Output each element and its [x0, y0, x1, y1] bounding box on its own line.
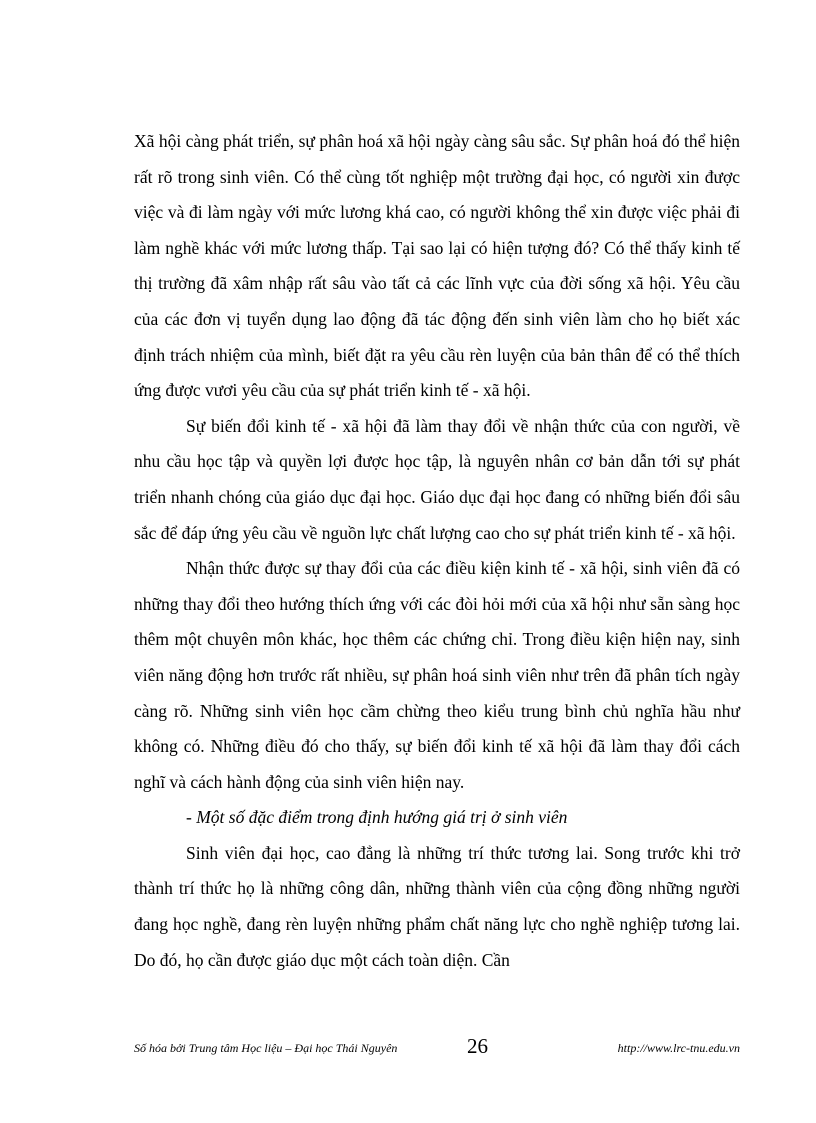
footer-source: Số hóa bởi Trung tâm Học liệu – Đại học Thái Nguyên — [134, 1041, 398, 1055]
page-body — [134, 124, 740, 978]
paragraph-future-intellectuals: Sinh viên đại học, cao đẳng là những trí thức tương lai. Song trước khi trở thành trí thức họ là những công dân, những thành viên của cộng đồng những người đang học nghề, đang rèn luyện những phẩm chất năng lực cho nghề nghiệp tương lai. Do đó, họ cần được giáo dục một cách toàn diện. Cần — [134, 842, 740, 970]
footer-url: http://www.lrc-tnu.edu.vn — [617, 1041, 740, 1055]
section-subheading: - Một số đặc điểm trong định hướng giá trị ở sinh viên — [186, 807, 568, 828]
page-number: 26 — [467, 1034, 488, 1058]
paragraph-student-adaptation: Nhận thức được sự thay đổi của các điều kiện kinh tế - xã hội, sinh viên đã có những thay đổi theo hướng thích ứng với các đòi hỏi mới của xã hội như sẵn sàng học thêm một chuyên môn khác, học thêm các chứng chỉ. Trong điều kiện hiện nay, sinh viên năng động hơn trước rất nhiều, sự phân hoá sinh viên như trên đã phân tích ngày càng rõ. Những sinh viên học cầm chừng theo kiểu trung bình chủ nghĩa hầu như không có. Những điều đó cho thấy, sự biến đổi kinh tế xã hội đã làm thay đổi cách nghĩ và cách hành động của sinh viên hiện nay. — [134, 558, 740, 792]
paragraph-social-differentiation: Xã hội càng phát triển, sự phân hoá xã hội ngày càng sâu sắc. Sự phân hoá đó thể hiện rất rõ trong sinh viên. Có thể cùng tốt nghiệp một trường đại học, có người xin được việc và đi làm ngày với mức lương khá cao, có người không thể xin được việc phải đi làm nghề khác với mức lương thấp. Tại sao lại có hiện tượng đó? Có thể thấy kinh tế thị trường đã xâm nhập rất sâu vào tất cả các lĩnh vực của đời sống xã hội. Yêu cầu của các đơn vị tuyển dụng lao động đã tác động đến sinh viên làm cho họ biết xác định trách nhiệm của mình, biết đặt ra yêu cầu rèn luyện của bản thân để có thể thích ứng được vươi yêu cầu của sự phát triển kinh tế - xã hội. — [134, 131, 740, 401]
page-footer — [134, 1036, 740, 1060]
paragraph-socioeconomic-change: Sự biến đổi kinh tế - xã hội đã làm thay đổi về nhận thức của con người, về nhu cầu học tập và quyền lợi được học tập, là nguyên nhân cơ bản dẫn tới sự phát triển nhanh chóng của giáo dục đại học. Giáo dục đại học đang có những biến đổi sâu sắc để đáp ứng yêu cầu về nguồn lực chất lượng cao cho sự phát triển kinh tế - xã hội. — [134, 415, 740, 543]
